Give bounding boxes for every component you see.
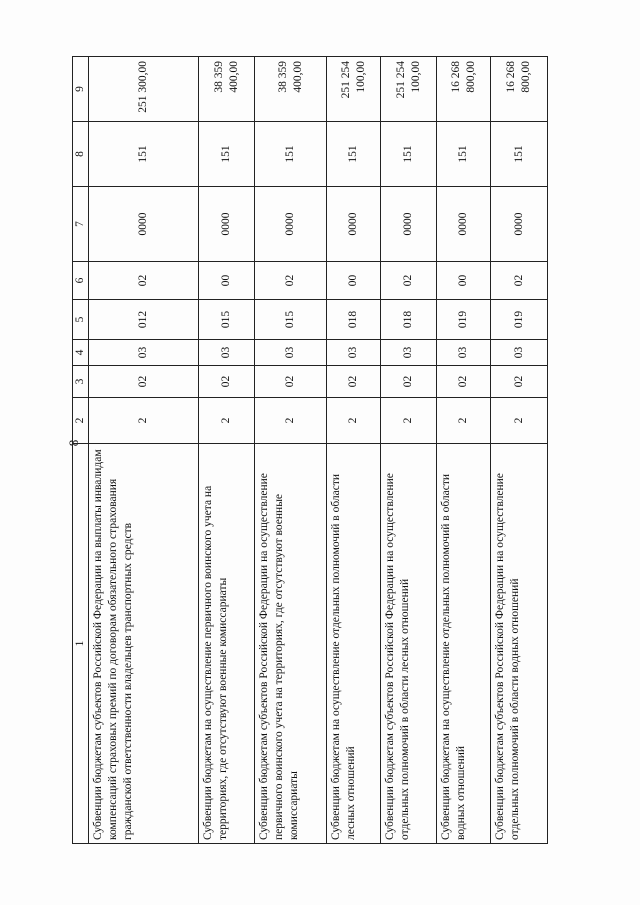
header-row (73, 57, 89, 844)
code-cell: 0000 (89, 187, 199, 262)
code-cell: 03 (327, 340, 381, 366)
amount-cell: 38 359 400,00 (199, 57, 255, 122)
description-cell: Субвенции бюджетам субъектов Российской Федерации на выплаты инвалидам компенсаций страховых премий по договорам обязательного страхования гражданской ответственности владельцев транспортных средств (89, 444, 199, 844)
code-cell: 015 (199, 300, 255, 340)
description-cell: Субвенции бюджетам на осуществление отдельных полномочий в области водных отношений (437, 444, 491, 844)
code-cell: 02 (381, 262, 437, 300)
code-cell: 2 (255, 398, 327, 444)
code-cell: 151 (89, 122, 199, 187)
code-cell: 02 (437, 366, 491, 398)
description-cell: Субвенции бюджетам на осуществление первичного воинского учета на территориях, где отсутствуют военные комиссариаты (199, 444, 255, 844)
code-cell: 019 (491, 300, 548, 340)
amount-cell: 251 300,00 (89, 57, 199, 122)
code-cell: 03 (491, 340, 548, 366)
description-cell: Субвенции бюджетам субъектов Российской Федерации на осуществление первичного воинского учета на территориях, где отсутствуют военные комиссариаты (255, 444, 327, 844)
code-cell: 03 (255, 340, 327, 366)
code-cell: 2 (89, 398, 199, 444)
code-cell: 0000 (327, 187, 381, 262)
description-cell: Субвенции бюджетам субъектов Российской Федерации на осуществление отдельных полномочий в области водных отношений (491, 444, 548, 844)
amount-cell: 16 268 800,00 (491, 57, 548, 122)
code-cell: 0000 (491, 187, 548, 262)
code-cell: 012 (89, 300, 199, 340)
code-cell: 2 (437, 398, 491, 444)
description-cell: Субвенции бюджетам на осуществление отдельных полномочий в области лесных отношений (327, 444, 381, 844)
budget-table (72, 56, 548, 844)
code-cell: 03 (437, 340, 491, 366)
code-cell: 02 (199, 366, 255, 398)
amount-cell: 251 254 100,00 (381, 57, 437, 122)
code-cell: 019 (437, 300, 491, 340)
code-cell: 02 (327, 366, 381, 398)
code-cell: 018 (381, 300, 437, 340)
table-row (491, 57, 548, 844)
header-cell: 6 (73, 262, 89, 300)
page-number: 8 (66, 439, 81, 447)
header-cell: 2 (73, 398, 89, 444)
code-cell: 0000 (255, 187, 327, 262)
code-cell: 0000 (381, 187, 437, 262)
code-cell: 03 (199, 340, 255, 366)
code-cell: 03 (89, 340, 199, 366)
table-row (327, 57, 381, 844)
code-cell: 00 (199, 262, 255, 300)
header-cell: 1 (73, 444, 89, 844)
code-cell: 00 (437, 262, 491, 300)
code-cell: 0000 (437, 187, 491, 262)
header-cell: 5 (73, 300, 89, 340)
code-cell: 02 (89, 366, 199, 398)
code-cell: 151 (255, 122, 327, 187)
code-cell: 03 (381, 340, 437, 366)
table-row (381, 57, 437, 844)
code-cell: 02 (491, 366, 548, 398)
header-cell: 9 (73, 57, 89, 122)
code-cell: 00 (327, 262, 381, 300)
header-cell: 3 (73, 366, 89, 398)
code-cell: 02 (255, 366, 327, 398)
amount-cell: 16 268 800,00 (437, 57, 491, 122)
code-cell: 0000 (199, 187, 255, 262)
header-cell: 8 (73, 122, 89, 187)
code-cell: 02 (491, 262, 548, 300)
code-cell: 02 (381, 366, 437, 398)
description-cell: Субвенции бюджетам субъектов Российской Федерации на осуществление отдельных полномочий в области лесных отношений (381, 444, 437, 844)
code-cell: 151 (327, 122, 381, 187)
table-row (437, 57, 491, 844)
code-cell: 02 (255, 262, 327, 300)
code-cell: 2 (199, 398, 255, 444)
code-cell: 2 (327, 398, 381, 444)
code-cell: 015 (255, 300, 327, 340)
table-row (255, 57, 327, 844)
code-cell: 018 (327, 300, 381, 340)
code-cell: 151 (491, 122, 548, 187)
code-cell: 02 (89, 262, 199, 300)
code-cell: 2 (381, 398, 437, 444)
code-cell: 151 (437, 122, 491, 187)
code-cell: 151 (381, 122, 437, 187)
header-cell: 7 (73, 187, 89, 262)
table-row (199, 57, 255, 844)
code-cell: 2 (491, 398, 548, 444)
amount-cell: 251 254 100,00 (327, 57, 381, 122)
table-row (89, 57, 199, 844)
code-cell: 151 (199, 122, 255, 187)
amount-cell: 38 359 400,00 (255, 57, 327, 122)
header-cell: 4 (73, 340, 89, 366)
budget-table-container (72, 57, 545, 844)
